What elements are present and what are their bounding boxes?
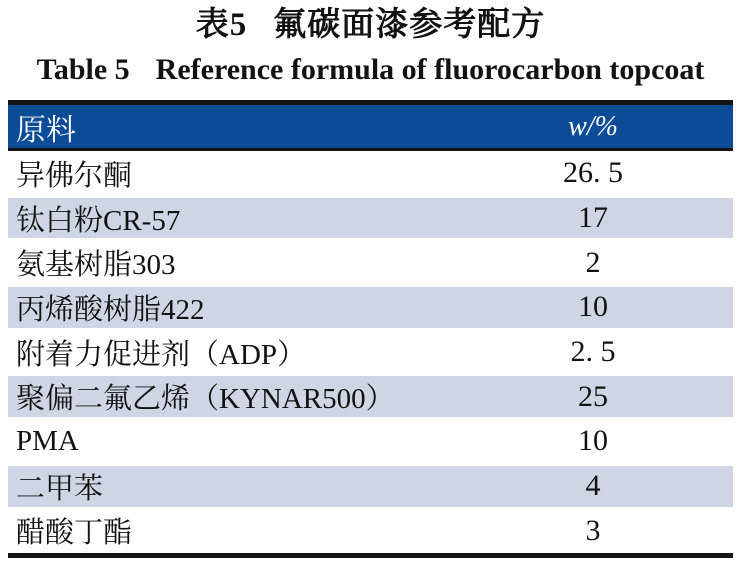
material-cell: 附着力促进剂（ADP） [16,338,307,371]
value-cell: 17 [578,201,608,235]
header-cell-weight-percent: w/% [568,110,618,142]
value-cell: 3 [585,513,601,547]
table-row [8,464,733,509]
value-cell: 4 [585,469,601,503]
table-row [8,374,733,419]
table-title-english-text: Reference formula of fluorocarbon topcoat [155,53,705,86]
formula-table [8,100,733,558]
table-row [8,330,733,375]
table-title-chinese-text: 氟碳面漆参考配方 [273,7,546,43]
table-row [8,196,733,241]
material-cell: 氨基树脂303 [16,249,176,282]
table-row [8,151,733,196]
table-row [8,509,733,554]
table-row [8,419,733,464]
material-cell: PMA [16,424,79,457]
table-number-chinese: 表5 [195,7,248,43]
material-cell: 聚偏二氟乙烯（KYNAR500） [16,383,395,416]
material-cell: 异佛尔酮 [16,159,133,192]
value-cell: 10 [578,290,608,324]
value-cell: 26. 5 [563,156,623,190]
table-number-english: Table 5 [36,53,130,86]
table-row [8,285,733,330]
material-cell: 钛白粉CR-57 [16,204,181,237]
material-cell: 二甲苯 [16,472,104,505]
table-bottom-rule [8,553,733,558]
value-cell: 2. 5 [570,335,616,369]
table-title-english [0,50,741,90]
value-cell: 2 [585,245,601,279]
material-cell: 丙烯酸树脂422 [16,293,205,326]
table-row [8,240,733,285]
value-cell: 10 [578,424,608,458]
value-cell: 25 [578,379,608,413]
table-header-row [8,105,733,148]
table-title-chinese [0,2,741,48]
header-cell-material: 原料 [16,113,76,147]
material-cell: 醋酸丁酯 [16,517,133,550]
